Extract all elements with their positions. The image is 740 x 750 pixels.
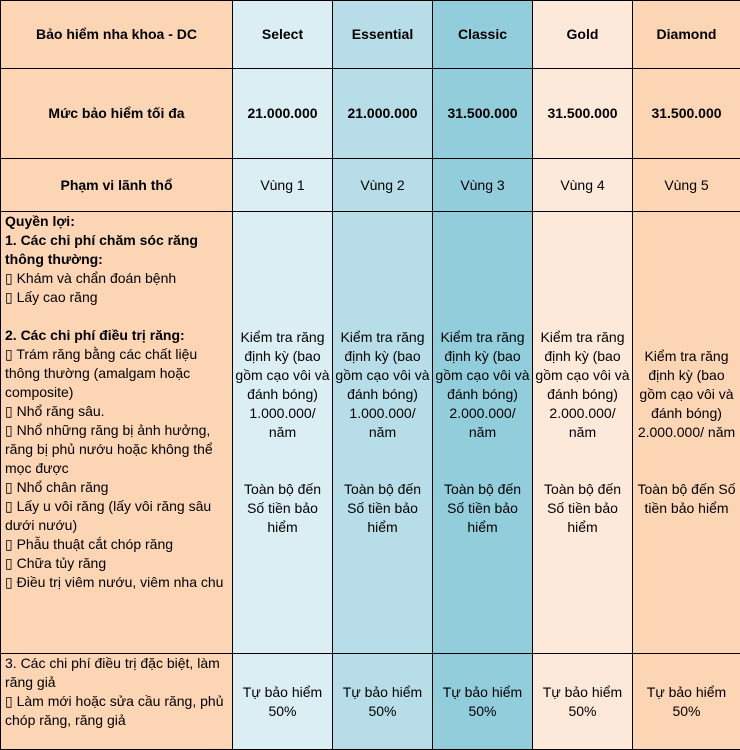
bullet-box-icon: ▯ — [5, 574, 17, 590]
list-item-text: Phẫu thuật cắt chóp răng — [17, 536, 173, 552]
max-coverage-essential: 21.000.000 — [333, 69, 433, 159]
territory-row — [1, 159, 740, 212]
benefits-heading: Quyền lợi: — [5, 212, 230, 231]
list-item — [5, 345, 230, 402]
territory-select: Vùng 1 — [233, 159, 333, 212]
list-item — [5, 535, 230, 554]
list-item — [5, 497, 230, 535]
plan-essential-header: Essential — [333, 1, 433, 69]
bullet-box-icon: ▯ — [5, 479, 17, 495]
bullet-box-icon: ▯ — [5, 555, 17, 571]
bullet-box-icon: ▯ — [5, 403, 17, 419]
max-coverage-gold: 31.500.000 — [533, 69, 633, 159]
benefits-row — [1, 212, 740, 654]
special-diamond: Tự bảo hiểm 50% — [633, 654, 740, 750]
list-item-text: Trám răng bằng các chất liệu thông thường (amalgam hoặc composite) — [5, 346, 197, 400]
bullet-box-icon: ▯ — [5, 346, 16, 362]
bullet-box-icon: ▯ — [5, 693, 17, 709]
treatment-essential: Toàn bộ đến Số tiền bảo hiểm — [335, 480, 430, 537]
special-classic: Tự bảo hiểm 50% — [433, 654, 533, 750]
special-select: Tự bảo hiểm 50% — [233, 654, 333, 750]
list-item-text: Khám và chẩn đoán bệnh — [17, 270, 177, 286]
bullet-box-icon: ▯ — [5, 536, 17, 552]
territory-gold: Vùng 4 — [533, 159, 633, 212]
list-item-text: Nhổ những răng bị ảnh hưởng, răng bị phủ nướu hoặc không thể mọc được — [5, 422, 213, 476]
section2-list — [5, 345, 230, 592]
list-item-text: Nhổ răng sâu. — [17, 403, 105, 419]
routine-diamond: Kiểm tra răng định kỳ (bao gồm cạo vôi và đánh bóng) 2.000.000/ năm — [635, 347, 738, 442]
list-item — [5, 573, 230, 592]
list-item — [5, 269, 230, 288]
max-coverage-classic: 31.500.000 — [433, 69, 533, 159]
section1-list — [5, 269, 230, 307]
bullet-box-icon: ▯ — [5, 498, 17, 514]
benefit-diamond — [633, 212, 740, 654]
list-item-text: Nhổ chân răng — [17, 479, 109, 495]
max-coverage-diamond: 31.500.000 — [633, 69, 740, 159]
list-item — [5, 402, 230, 421]
section2-title: 2. Các chi phí điều trị răng: — [5, 326, 230, 345]
list-item-text: Chữa tủy răng — [17, 555, 107, 571]
bullet-box-icon: ▯ — [5, 270, 17, 286]
section1-title: 1. Các chi phí chăm sóc răng thông thường: — [5, 231, 230, 269]
list-item — [5, 692, 230, 730]
territory-label: Phạm vi lãnh thổ — [1, 159, 233, 212]
special-description — [1, 654, 233, 750]
benefits-description — [1, 212, 233, 654]
table-title: Bảo hiểm nha khoa - DC — [1, 1, 233, 69]
treatment-classic: Toàn bộ đến Số tiền bảo hiểm — [435, 480, 530, 537]
list-item-text: Lấy cao răng — [17, 289, 98, 305]
section3-list — [5, 692, 230, 730]
list-item — [5, 478, 230, 497]
max-coverage-row — [1, 69, 740, 159]
benefit-classic — [433, 212, 533, 654]
treatment-diamond: Toàn bộ đến Số tiền bảo hiểm — [635, 480, 738, 518]
plan-select-header: Select — [233, 1, 333, 69]
max-coverage-select: 21.000.000 — [233, 69, 333, 159]
routine-essential: Kiểm tra răng định kỳ (bao gồm cạo vôi và đánh bóng) 1.000.000/ năm — [335, 328, 430, 442]
header-row — [1, 1, 740, 69]
routine-gold: Kiểm tra răng định kỳ (bao gồm cạo vôi và đánh bóng) 2.000.000/ năm — [535, 328, 630, 442]
routine-select: Kiểm tra răng định kỳ (bao gồm cạo vôi và đánh bóng) 1.000.000/ năm — [235, 328, 330, 442]
list-item — [5, 554, 230, 573]
plan-diamond-header: Diamond — [633, 1, 740, 69]
special-essential: Tự bảo hiểm 50% — [333, 654, 433, 750]
special-gold: Tự bảo hiểm 50% — [533, 654, 633, 750]
list-item-text: Điều trị viêm nướu, viêm nha chu — [17, 574, 224, 590]
benefit-essential — [333, 212, 433, 654]
max-coverage-label: Mức bảo hiểm tối đa — [1, 69, 233, 159]
section3-title: 3. Các chi phí điều trị đặc biệt, làm răng giả — [5, 654, 230, 692]
list-item-text: Làm mới hoặc sửa cầu răng, phủ chóp răng, răng giả — [5, 693, 223, 728]
bullet-box-icon: ▯ — [5, 289, 17, 305]
territory-essential: Vùng 2 — [333, 159, 433, 212]
plan-gold-header: Gold — [533, 1, 633, 69]
plan-classic-header: Classic — [433, 1, 533, 69]
treatment-select: Toàn bộ đến Số tiền bảo hiểm — [235, 480, 330, 537]
benefit-select — [233, 212, 333, 654]
bullet-box-icon: ▯ — [5, 422, 17, 438]
benefit-gold — [533, 212, 633, 654]
territory-diamond: Vùng 5 — [633, 159, 740, 212]
list-item-text: Lấy u vôi răng (lấy vôi răng sâu dưới nướu) — [5, 498, 211, 533]
special-row — [1, 654, 740, 750]
list-item — [5, 288, 230, 307]
routine-classic: Kiểm tra răng định kỳ (bao gồm cạo vôi và đánh bóng) 2.000.000/ năm — [435, 328, 530, 442]
territory-classic: Vùng 3 — [433, 159, 533, 212]
treatment-gold: Toàn bộ đến Số tiền bảo hiểm — [535, 480, 630, 537]
list-item — [5, 421, 230, 478]
